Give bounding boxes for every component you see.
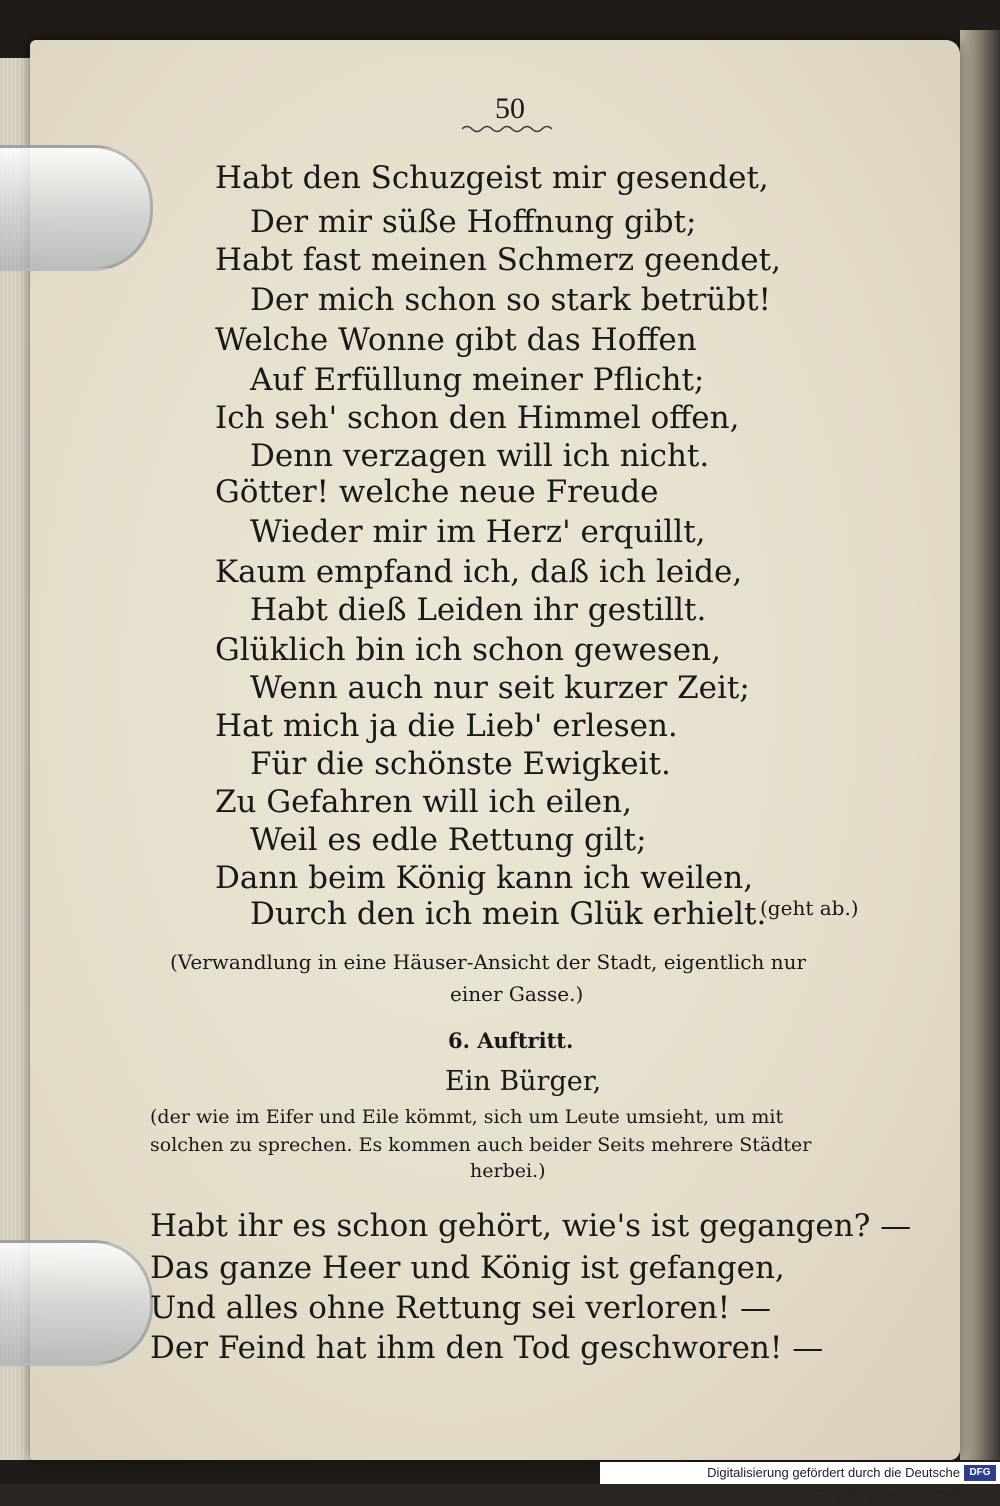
scene-change-line: (Verwandlung in eine Häuser-Ansicht der Stadt, eigentlich nur	[170, 950, 807, 974]
verse-line: Weil es edle Rettung gilt;	[250, 822, 647, 858]
verse-line: Für die schönste Ewigkeit.	[250, 746, 671, 782]
verse-line: Habt dieß Leiden ihr gestillt.	[250, 592, 707, 628]
verse-line: Wenn auch nur seit kurzer Zeit;	[250, 670, 750, 706]
dfg-logo-icon: DFG	[964, 1465, 996, 1481]
page-number: 50	[495, 92, 525, 125]
verse-line: Kaum empfand ich, daß ich leide,	[215, 554, 743, 590]
verse-line: Hat mich ja die Lieb' erlesen.	[215, 708, 678, 744]
verse-line: Der mir süße Hoffnung gibt;	[250, 204, 697, 240]
verse-line: Und alles ohne Rettung sei verloren! —	[150, 1290, 771, 1326]
footer-bar	[600, 1462, 1000, 1502]
verse-line: Auf Erfüllung meiner Pflicht;	[250, 362, 705, 398]
verse-line: Zu Gefahren will ich eilen,	[215, 784, 632, 820]
scene-heading: 6. Auftritt.	[448, 1028, 574, 1053]
page-clip-bottom	[0, 1240, 153, 1366]
verse-line: Ich seh' schon den Himmel offen,	[215, 400, 740, 436]
stage-direction-line: herbei.)	[470, 1160, 546, 1182]
exit-note: (geht ab.)	[760, 896, 859, 920]
verse-line: Das ganze Heer und König ist gefangen,	[150, 1250, 785, 1286]
stage-direction-line: (der wie im Eifer und Eile kömmt, sich um Leute umsieht, um mit	[150, 1106, 784, 1128]
footer-text: Digitalisierung gefördert durch die Deutsche Forschungsgemeinschaft	[707, 1465, 960, 1502]
verse-line: Denn verzagen will ich nicht.	[250, 438, 710, 474]
verse-line: Götter! welche neue Freude	[215, 474, 659, 510]
character-name: Ein Bürger,	[445, 1066, 602, 1097]
verse-line: Habt den Schuzgeist mir gesendet,	[215, 160, 769, 196]
stage-direction-line: solchen zu sprechen. Es kommen auch beider Seits mehrere Städter	[150, 1134, 812, 1156]
verse-line: Glüklich bin ich schon gewesen,	[215, 632, 721, 668]
book-spine	[960, 30, 1000, 1460]
verse-line: Der Feind hat ihm den Tod geschworen! —	[150, 1330, 824, 1366]
verse-line: Der mich schon so stark betrübt!	[250, 282, 772, 318]
page-clip-top	[0, 145, 153, 271]
scene-change-line: einer Gasse.)	[450, 982, 584, 1006]
verse-line: Welche Wonne gibt das Hoffen	[215, 322, 697, 358]
verse-line: Durch den ich mein Glük erhielt.	[250, 896, 767, 932]
verse-line: Habt ihr es schon gehört, wie's ist gegangen? —	[150, 1208, 912, 1244]
decorative-rule	[462, 124, 552, 134]
verse-line: Habt fast meinen Schmerz geendet,	[215, 242, 781, 278]
verse-line: Wieder mir im Herz' erquillt,	[250, 514, 706, 550]
verse-line: Dann beim König kann ich weilen,	[215, 860, 754, 896]
